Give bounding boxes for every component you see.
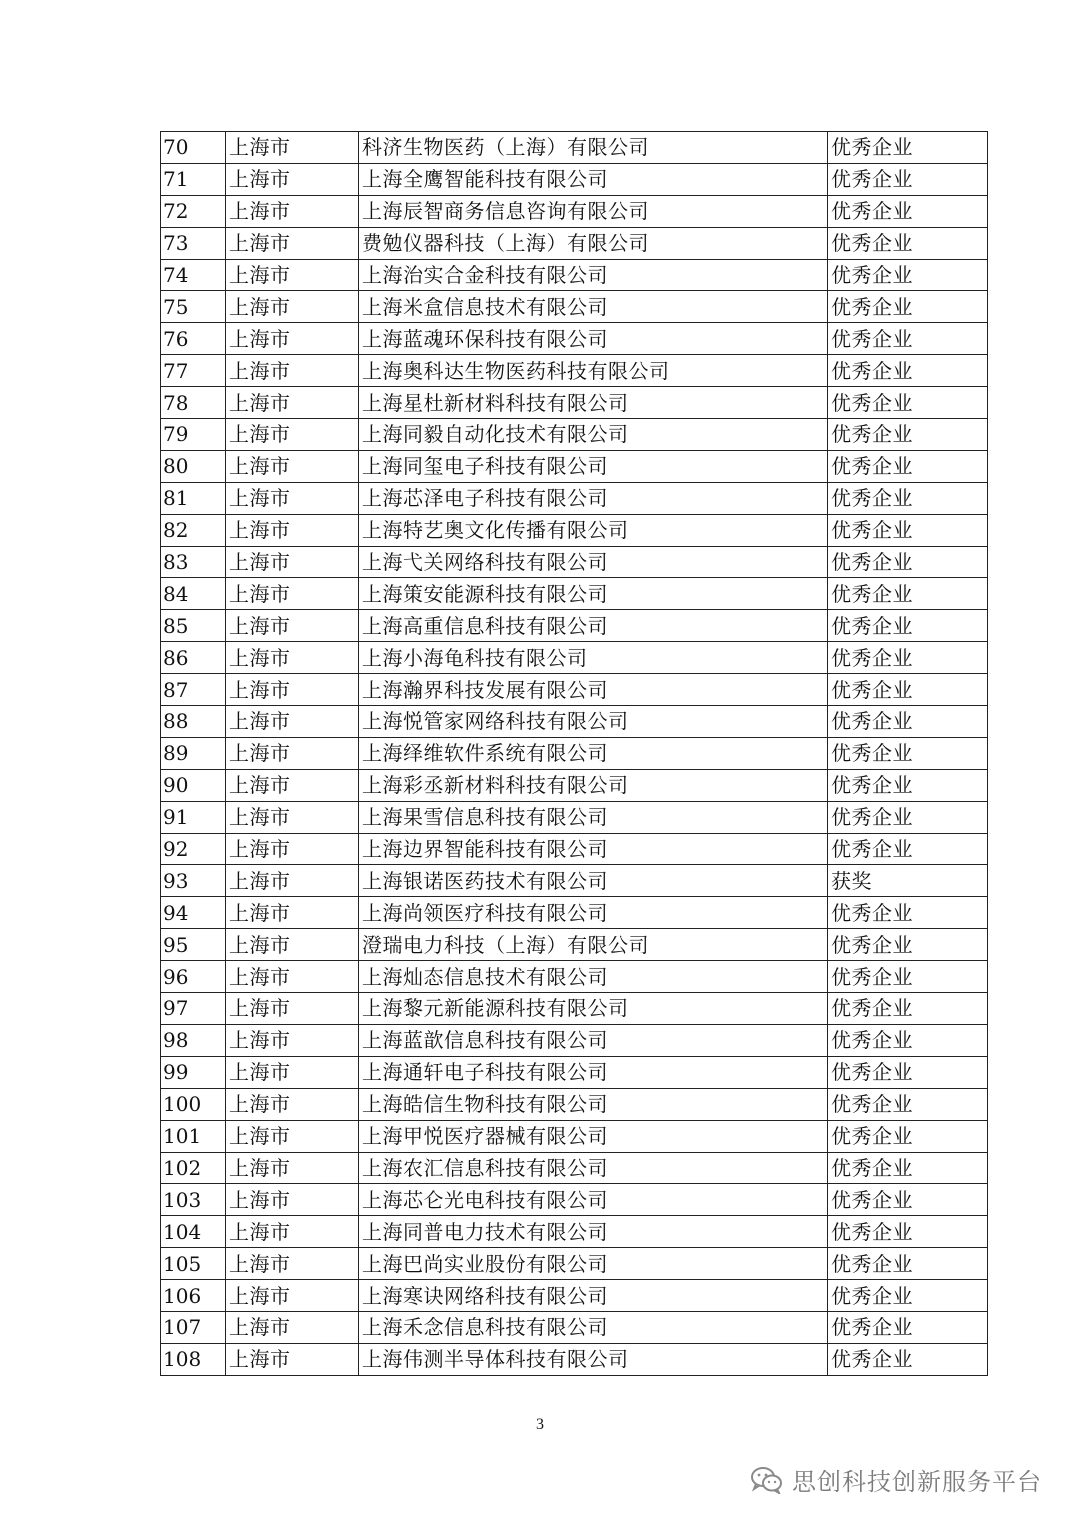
table-row (161, 801, 988, 833)
award-cell: 优秀企业 (828, 1024, 988, 1056)
company-name-cell: 上海同毅自动化技术有限公司 (359, 419, 828, 451)
city-cell: 上海市 (226, 450, 359, 482)
table-row (161, 674, 988, 706)
row-number-cell: 107 (161, 1311, 226, 1343)
award-cell: 优秀企业 (828, 514, 988, 546)
table-row (161, 578, 988, 610)
row-number-cell: 106 (161, 1280, 226, 1312)
city-cell: 上海市 (226, 706, 359, 738)
company-name-cell: 上海果雪信息科技有限公司 (359, 801, 828, 833)
row-number-cell: 99 (161, 1056, 226, 1088)
company-name-cell: 上海同玺电子科技有限公司 (359, 450, 828, 482)
row-number-cell: 79 (161, 419, 226, 451)
table-row (161, 259, 988, 291)
row-number-cell: 91 (161, 801, 226, 833)
company-name-cell: 上海全鹰智能科技有限公司 (359, 163, 828, 195)
city-cell: 上海市 (226, 961, 359, 993)
company-name-cell: 上海寒诀网络科技有限公司 (359, 1280, 828, 1312)
company-name-cell: 费勉仪器科技（上海）有限公司 (359, 227, 828, 259)
city-cell: 上海市 (226, 578, 359, 610)
company-name-cell: 上海甲悦医疗器械有限公司 (359, 1120, 828, 1152)
table-row (161, 1280, 988, 1312)
row-number-cell: 81 (161, 482, 226, 514)
award-table-body (161, 132, 988, 1376)
watermark (750, 1462, 1042, 1497)
row-number-cell: 96 (161, 961, 226, 993)
award-cell: 优秀企业 (828, 1056, 988, 1088)
company-name-cell: 上海边界智能科技有限公司 (359, 833, 828, 865)
city-cell: 上海市 (226, 1248, 359, 1280)
city-cell: 上海市 (226, 1024, 359, 1056)
row-number-cell: 88 (161, 706, 226, 738)
award-cell: 优秀企业 (828, 1216, 988, 1248)
table-row (161, 1120, 988, 1152)
row-number-cell: 95 (161, 929, 226, 961)
table-row (161, 132, 988, 164)
company-name-cell: 上海蓝歆信息科技有限公司 (359, 1024, 828, 1056)
city-cell: 上海市 (226, 259, 359, 291)
award-cell: 获奖 (828, 865, 988, 897)
city-cell: 上海市 (226, 674, 359, 706)
row-number-cell: 72 (161, 195, 226, 227)
award-cell: 优秀企业 (828, 387, 988, 419)
city-cell: 上海市 (226, 865, 359, 897)
city-cell: 上海市 (226, 1056, 359, 1088)
company-name-cell: 上海同普电力技术有限公司 (359, 1216, 828, 1248)
company-name-cell: 上海策安能源科技有限公司 (359, 578, 828, 610)
award-cell: 优秀企业 (828, 833, 988, 865)
table-row (161, 993, 988, 1025)
row-number-cell: 100 (161, 1088, 226, 1120)
city-cell: 上海市 (226, 1280, 359, 1312)
table-row (161, 323, 988, 355)
company-name-cell: 上海银诺医药技术有限公司 (359, 865, 828, 897)
page-number: 3 (536, 1416, 544, 1433)
table-row (161, 1216, 988, 1248)
city-cell: 上海市 (226, 163, 359, 195)
row-number-cell: 103 (161, 1184, 226, 1216)
award-cell: 优秀企业 (828, 163, 988, 195)
row-number-cell: 98 (161, 1024, 226, 1056)
row-number-cell: 94 (161, 897, 226, 929)
company-name-cell: 科济生物医药（上海）有限公司 (359, 132, 828, 164)
city-cell: 上海市 (226, 227, 359, 259)
table-row (161, 833, 988, 865)
table-row (161, 227, 988, 259)
city-cell: 上海市 (226, 993, 359, 1025)
wechat-icon (750, 1466, 784, 1494)
table-row (161, 642, 988, 674)
table-row (161, 961, 988, 993)
award-cell: 优秀企业 (828, 674, 988, 706)
city-cell: 上海市 (226, 929, 359, 961)
table-row (161, 1311, 988, 1343)
award-cell: 优秀企业 (828, 195, 988, 227)
company-name-cell: 上海蓝魂环保科技有限公司 (359, 323, 828, 355)
city-cell: 上海市 (226, 1184, 359, 1216)
company-name-cell: 上海农汇信息科技有限公司 (359, 1152, 828, 1184)
company-name-cell: 上海黎元新能源科技有限公司 (359, 993, 828, 1025)
award-cell: 优秀企业 (828, 706, 988, 738)
city-cell: 上海市 (226, 419, 359, 451)
table-row (161, 897, 988, 929)
award-cell: 优秀企业 (828, 419, 988, 451)
company-name-cell: 上海绎维软件系统有限公司 (359, 737, 828, 769)
row-number-cell: 71 (161, 163, 226, 195)
city-cell: 上海市 (226, 1216, 359, 1248)
row-number-cell: 70 (161, 132, 226, 164)
award-cell: 优秀企业 (828, 546, 988, 578)
company-name-cell: 上海伟测半导体科技有限公司 (359, 1343, 828, 1375)
company-name-cell: 上海芯仑光电科技有限公司 (359, 1184, 828, 1216)
row-number-cell: 104 (161, 1216, 226, 1248)
city-cell: 上海市 (226, 897, 359, 929)
row-number-cell: 97 (161, 993, 226, 1025)
company-name-cell: 上海彩丞新材料科技有限公司 (359, 769, 828, 801)
company-name-cell: 上海星杜新材料科技有限公司 (359, 387, 828, 419)
company-name-cell: 上海灿态信息技术有限公司 (359, 961, 828, 993)
award-cell: 优秀企业 (828, 929, 988, 961)
row-number-cell: 101 (161, 1120, 226, 1152)
company-name-cell: 上海弋关网络科技有限公司 (359, 546, 828, 578)
award-cell: 优秀企业 (828, 291, 988, 323)
table-row (161, 1184, 988, 1216)
table-row (161, 1343, 988, 1375)
row-number-cell: 89 (161, 737, 226, 769)
table-row (161, 1024, 988, 1056)
city-cell: 上海市 (226, 195, 359, 227)
table-row (161, 291, 988, 323)
table-row (161, 1088, 988, 1120)
city-cell: 上海市 (226, 291, 359, 323)
award-cell: 优秀企业 (828, 961, 988, 993)
watermark-text: 思创科技创新服务平台 (792, 1468, 1042, 1496)
award-cell: 优秀企业 (828, 355, 988, 387)
table-row (161, 482, 988, 514)
award-cell: 优秀企业 (828, 993, 988, 1025)
award-cell: 优秀企业 (828, 227, 988, 259)
award-cell: 优秀企业 (828, 259, 988, 291)
city-cell: 上海市 (226, 1120, 359, 1152)
award-cell: 优秀企业 (828, 610, 988, 642)
table-row (161, 865, 988, 897)
table-row (161, 355, 988, 387)
city-cell: 上海市 (226, 1343, 359, 1375)
award-cell: 优秀企业 (828, 323, 988, 355)
city-cell: 上海市 (226, 355, 359, 387)
company-name-cell: 上海特艺奥文化传播有限公司 (359, 514, 828, 546)
city-cell: 上海市 (226, 801, 359, 833)
table-row (161, 706, 988, 738)
row-number-cell: 102 (161, 1152, 226, 1184)
row-number-cell: 78 (161, 387, 226, 419)
city-cell: 上海市 (226, 642, 359, 674)
award-cell: 优秀企业 (828, 1120, 988, 1152)
company-name-cell: 上海小海龟科技有限公司 (359, 642, 828, 674)
city-cell: 上海市 (226, 610, 359, 642)
company-name-cell: 上海高重信息科技有限公司 (359, 610, 828, 642)
award-cell: 优秀企业 (828, 769, 988, 801)
city-cell: 上海市 (226, 737, 359, 769)
company-name-cell: 上海禾念信息科技有限公司 (359, 1311, 828, 1343)
table-row (161, 450, 988, 482)
table-row (161, 546, 988, 578)
row-number-cell: 86 (161, 642, 226, 674)
row-number-cell: 85 (161, 610, 226, 642)
company-name-cell: 上海芯泽电子科技有限公司 (359, 482, 828, 514)
city-cell: 上海市 (226, 769, 359, 801)
row-number-cell: 73 (161, 227, 226, 259)
city-cell: 上海市 (226, 482, 359, 514)
award-cell: 优秀企业 (828, 578, 988, 610)
award-table (160, 131, 988, 1376)
table-row (161, 163, 988, 195)
table-row (161, 387, 988, 419)
row-number-cell: 74 (161, 259, 226, 291)
table-row (161, 769, 988, 801)
city-cell: 上海市 (226, 833, 359, 865)
table-row (161, 1152, 988, 1184)
table-row (161, 419, 988, 451)
table-row (161, 514, 988, 546)
company-name-cell: 上海通轩电子科技有限公司 (359, 1056, 828, 1088)
city-cell: 上海市 (226, 514, 359, 546)
company-name-cell: 澄瑞电力科技（上海）有限公司 (359, 929, 828, 961)
award-cell: 优秀企业 (828, 1152, 988, 1184)
table-row (161, 929, 988, 961)
row-number-cell: 90 (161, 769, 226, 801)
award-cell: 优秀企业 (828, 450, 988, 482)
row-number-cell: 82 (161, 514, 226, 546)
table-row (161, 737, 988, 769)
row-number-cell: 108 (161, 1343, 226, 1375)
row-number-cell: 76 (161, 323, 226, 355)
row-number-cell: 105 (161, 1248, 226, 1280)
company-name-cell: 上海辰智商务信息咨询有限公司 (359, 195, 828, 227)
company-name-cell: 上海尚领医疗科技有限公司 (359, 897, 828, 929)
award-cell: 优秀企业 (828, 1184, 988, 1216)
award-cell: 优秀企业 (828, 482, 988, 514)
row-number-cell: 92 (161, 833, 226, 865)
company-name-cell: 上海奥科达生物医药科技有限公司 (359, 355, 828, 387)
city-cell: 上海市 (226, 323, 359, 355)
award-cell: 优秀企业 (828, 1343, 988, 1375)
city-cell: 上海市 (226, 132, 359, 164)
city-cell: 上海市 (226, 387, 359, 419)
award-cell: 优秀企业 (828, 1248, 988, 1280)
award-cell: 优秀企业 (828, 737, 988, 769)
city-cell: 上海市 (226, 546, 359, 578)
row-number-cell: 87 (161, 674, 226, 706)
row-number-cell: 77 (161, 355, 226, 387)
award-cell: 优秀企业 (828, 1311, 988, 1343)
award-cell: 优秀企业 (828, 801, 988, 833)
company-name-cell: 上海治实合金科技有限公司 (359, 259, 828, 291)
company-name-cell: 上海瀚界科技发展有限公司 (359, 674, 828, 706)
award-cell: 优秀企业 (828, 132, 988, 164)
row-number-cell: 93 (161, 865, 226, 897)
table-row (161, 610, 988, 642)
award-cell: 优秀企业 (828, 897, 988, 929)
city-cell: 上海市 (226, 1088, 359, 1120)
award-cell: 优秀企业 (828, 1280, 988, 1312)
company-name-cell: 上海皓信生物科技有限公司 (359, 1088, 828, 1120)
table-row (161, 1248, 988, 1280)
company-name-cell: 上海悦管家网络科技有限公司 (359, 706, 828, 738)
city-cell: 上海市 (226, 1311, 359, 1343)
table-row (161, 195, 988, 227)
table-row (161, 1056, 988, 1088)
city-cell: 上海市 (226, 1152, 359, 1184)
award-cell: 优秀企业 (828, 642, 988, 674)
row-number-cell: 83 (161, 546, 226, 578)
company-name-cell: 上海巴尚实业股份有限公司 (359, 1248, 828, 1280)
row-number-cell: 75 (161, 291, 226, 323)
company-name-cell: 上海米盒信息技术有限公司 (359, 291, 828, 323)
award-cell: 优秀企业 (828, 1088, 988, 1120)
row-number-cell: 80 (161, 450, 226, 482)
row-number-cell: 84 (161, 578, 226, 610)
